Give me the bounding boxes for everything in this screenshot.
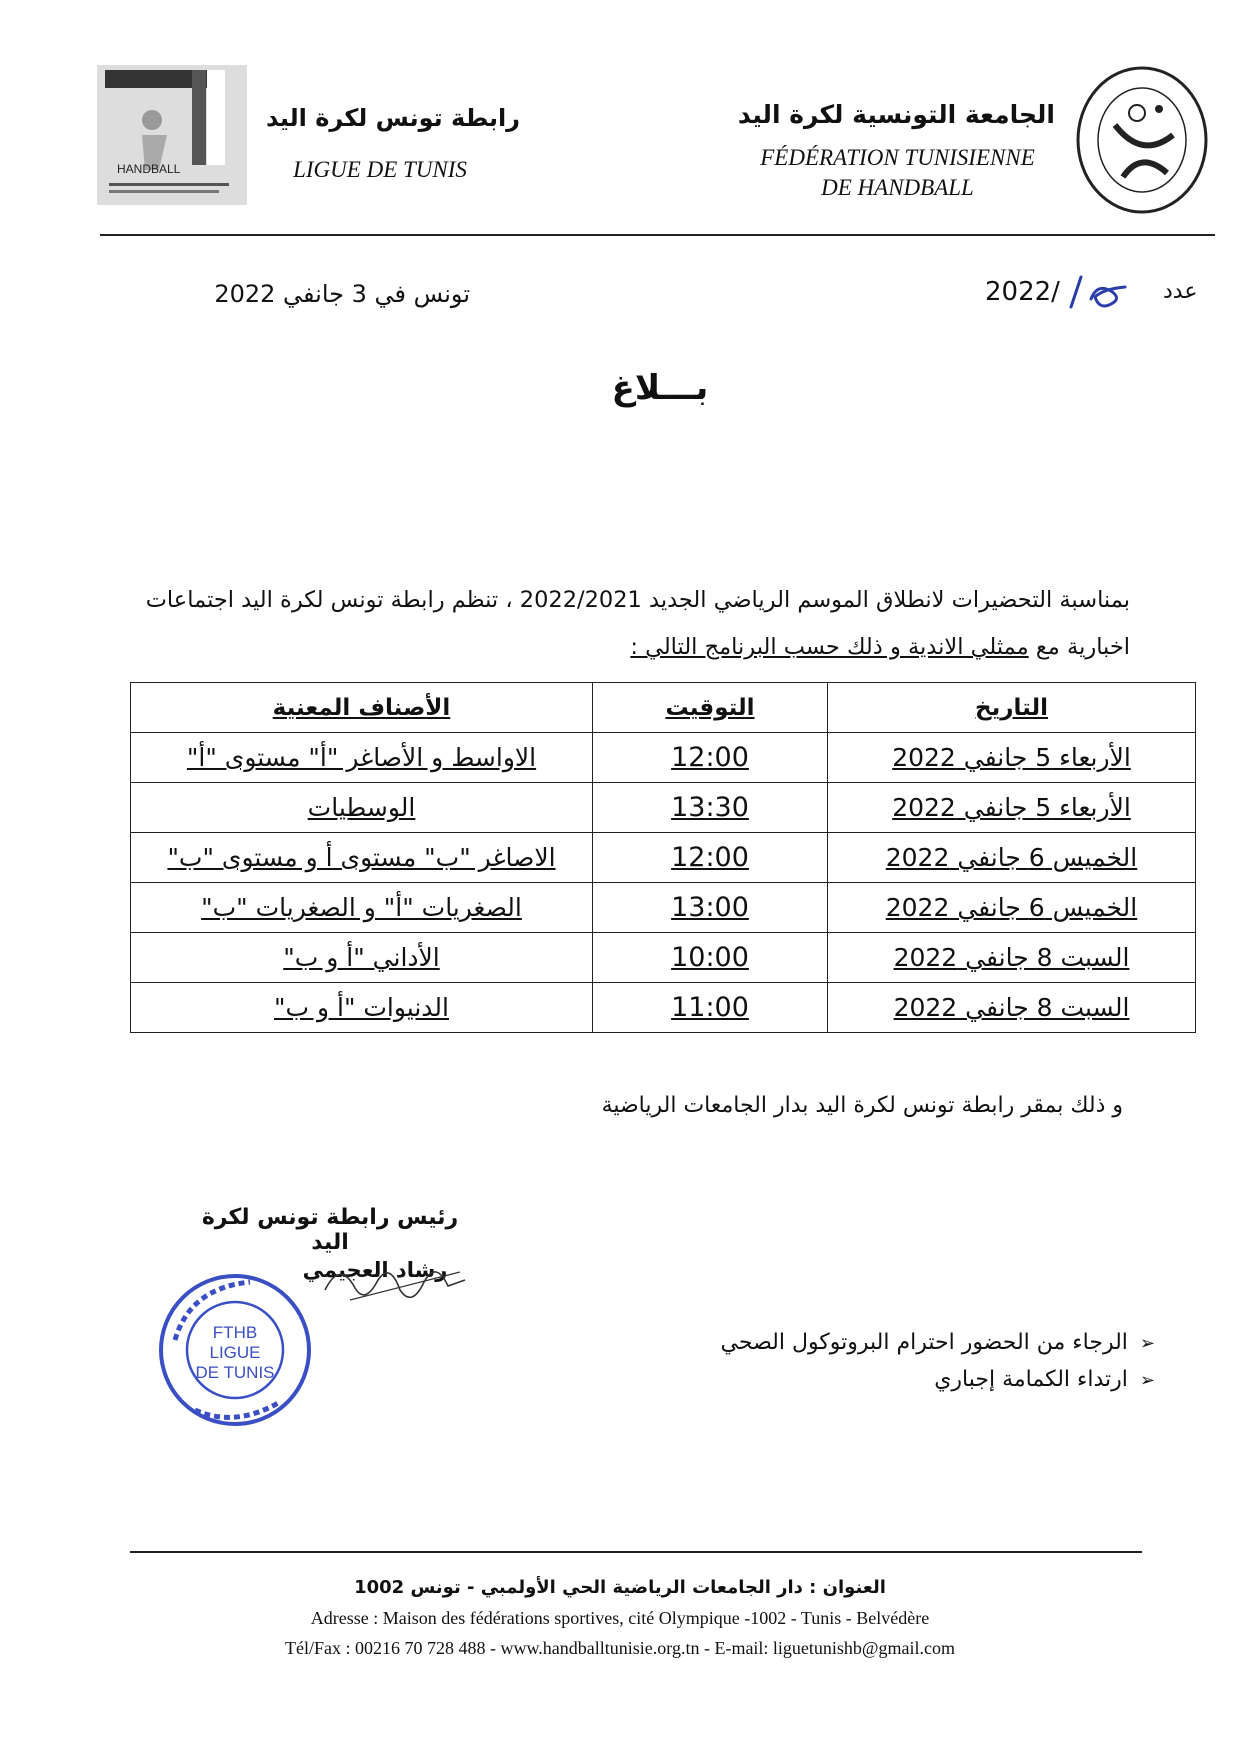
- row-categories: الأداني "أ و ب": [131, 933, 593, 983]
- reference-label: عدد: [1163, 279, 1198, 304]
- notes-list: [555, 1325, 1155, 1399]
- row-date: الأربعاء 5 جانفي 2022: [828, 783, 1196, 833]
- row-date: الأربعاء 5 جانفي 2022: [828, 733, 1196, 783]
- federation-name-fr-line1: FÉDÉRATION TUNISIENNE: [760, 145, 1035, 170]
- row-categories: الاصاغر "ب" مستوى أ و مستوى "ب": [131, 833, 593, 883]
- federation-logo: [1075, 65, 1210, 215]
- intro-paragraph-continued: [130, 632, 1130, 662]
- table-row: [131, 783, 1196, 833]
- header-time: التوقيت: [593, 683, 828, 733]
- row-time: 10:00: [593, 933, 828, 983]
- header-divider: [100, 234, 1215, 236]
- list-item: [555, 1325, 1155, 1362]
- schedule-table: [130, 682, 1196, 1033]
- row-time: 13:30: [593, 783, 828, 833]
- table-row: [131, 933, 1196, 983]
- arrow-bullet-icon: ➢: [1139, 1333, 1155, 1354]
- ligue-image-caption: HANDBALL: [117, 162, 181, 176]
- signatory-title: رئيس رابطة تونس لكرة اليد: [201, 1205, 459, 1255]
- list-item: [555, 1362, 1155, 1399]
- row-date: السبت 8 جانفي 2022: [828, 933, 1196, 983]
- footer-address-fr: Adresse : Maison des fédérations sportives, cité Olympique -1002 - Tunis - Belvédère: [310, 1608, 930, 1628]
- note-text: ارتداء الكمامة إجباري: [934, 1367, 1128, 1392]
- reference-number: [985, 277, 1215, 317]
- row-time: 13:00: [593, 883, 828, 933]
- row-categories: الاواسط و الأصاغر "أ" مستوى "أ": [131, 733, 593, 783]
- notice-title: بـــلاغ: [611, 368, 709, 408]
- row-categories: الصغريات "أ" و الصغريات "ب": [131, 883, 593, 933]
- note-text: الرجاء من الحضور احترام البروتوكول الصحي: [720, 1330, 1128, 1355]
- location-paragraph: و ذلك بمقر رابطة تونس لكرة اليد بدار الجامعات الرياضية: [601, 1093, 1123, 1118]
- header-categories: الأصناف المعنية: [131, 683, 593, 733]
- table-row: [131, 983, 1196, 1033]
- table-row: [131, 883, 1196, 933]
- intro-plain-text: اخبارية مع: [1028, 634, 1130, 660]
- federation-name-fr: [720, 143, 1075, 203]
- document-date: تونس في 3 جانفي 2022: [214, 280, 470, 308]
- footer-divider: [130, 1551, 1142, 1553]
- stamp-line2: LIGUE: [209, 1343, 261, 1362]
- arrow-bullet-icon: ➢: [1139, 1370, 1155, 1391]
- ligue-handball-image: [97, 65, 247, 205]
- footer-address-ar: العنوان : دار الجامعات الرياضية الحي الأولمبي - تونس 1002: [354, 1577, 886, 1598]
- row-time: 11:00: [593, 983, 828, 1033]
- intro-underlined-text: ممثلي الاندية و ذلك حسب البرنامج التالي :: [630, 634, 1029, 660]
- ligue-name-fr: LIGUE DE TUNIS: [293, 157, 467, 182]
- row-categories: الدنيوات "أ و ب": [131, 983, 593, 1033]
- header-date: التاريخ: [828, 683, 1196, 733]
- stamp-line3: DE TUNIS: [195, 1363, 275, 1382]
- official-stamp: [155, 1270, 315, 1430]
- stamp-line1: FTHB: [212, 1323, 258, 1342]
- table-row: [131, 733, 1196, 783]
- reference-year: 2022/: [985, 277, 1060, 307]
- row-date: السبت 8 جانفي 2022: [828, 983, 1196, 1033]
- federation-name-ar: الجامعة التونسية لكرة اليد: [737, 100, 1055, 129]
- row-date: الخميس 6 جانفي 2022: [828, 833, 1196, 883]
- row-date: الخميس 6 جانفي 2022: [828, 883, 1196, 933]
- row-categories: الوسطيات: [131, 783, 593, 833]
- handwritten-signature: [320, 1250, 470, 1320]
- ligue-name-ar: رابطة تونس لكرة اليد: [265, 104, 520, 132]
- footer-contact: Tél/Fax : 00216 70 728 488 - www.handballtunisie.org.tn - E-mail: liguetunishb@gmail.com: [285, 1638, 955, 1658]
- signatory-name: رشاد العجيمي: [302, 1258, 448, 1282]
- row-time: 12:00: [593, 833, 828, 883]
- table-row: [131, 833, 1196, 883]
- schedule-header-row: [131, 683, 1196, 733]
- row-time: 12:00: [593, 733, 828, 783]
- federation-name-fr-line2: DE HANDBALL: [821, 175, 974, 200]
- intro-paragraph: بمناسبة التحضيرات لانطلاق الموسم الرياضي الجديد 2022/2021 ، تنظم رابطة تونس لكرة اليد اجتماعات: [145, 587, 1130, 613]
- reference-handwritten-number: [1063, 269, 1135, 314]
